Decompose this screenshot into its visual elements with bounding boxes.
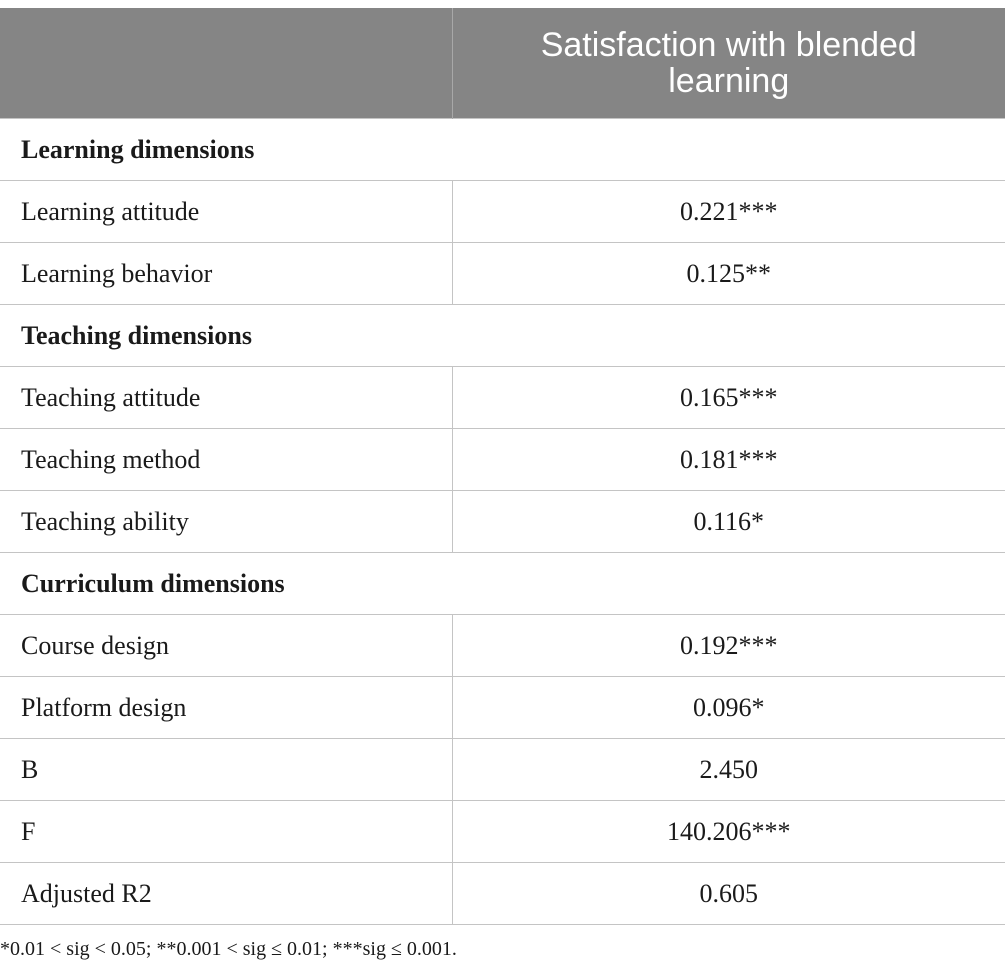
header-row (0, 8, 1005, 119)
row-label: B (0, 739, 452, 801)
row-label: Teaching method (0, 429, 452, 491)
row-value: 0.116* (452, 491, 1005, 553)
table-row (0, 367, 1005, 429)
header-cell-satisfaction (452, 8, 1005, 119)
row-label: Learning attitude (0, 181, 452, 243)
row-value: 0.165*** (452, 367, 1005, 429)
section-label: Learning dimensions (0, 119, 1005, 181)
row-label: Platform design (0, 677, 452, 739)
table-body (0, 119, 1005, 925)
table-row (0, 429, 1005, 491)
row-value: 0.096* (452, 677, 1005, 739)
header-satisfaction-label: Satisfaction with blended learning (540, 26, 917, 100)
row-label: Learning behavior (0, 243, 452, 305)
table-row (0, 491, 1005, 553)
row-value: 0.221*** (452, 181, 1005, 243)
row-value: 0.181*** (452, 429, 1005, 491)
section-label: Curriculum dimensions (0, 553, 1005, 615)
table-row (0, 801, 1005, 863)
regression-table (0, 8, 1005, 925)
row-label: Course design (0, 615, 452, 677)
table-header (0, 8, 1005, 119)
row-label: Adjusted R2 (0, 863, 452, 925)
table-row (0, 677, 1005, 739)
table-row (0, 243, 1005, 305)
row-value: 140.206*** (452, 801, 1005, 863)
table-row (0, 863, 1005, 925)
table-row (0, 181, 1005, 243)
row-label: Teaching ability (0, 491, 452, 553)
row-value: 2.450 (452, 739, 1005, 801)
significance-footnote: *0.01 < sig < 0.05; **0.001 < sig ≤ 0.01; ***sig ≤ 0.001. (0, 938, 457, 960)
header-cell-variable (0, 8, 452, 119)
table-row (0, 615, 1005, 677)
section-row-teaching (0, 305, 1005, 367)
row-value: 0.605 (452, 863, 1005, 925)
section-row-learning (0, 119, 1005, 181)
regression-table-container (0, 8, 1005, 925)
table-row (0, 739, 1005, 801)
row-value: 0.125** (452, 243, 1005, 305)
row-label: Teaching attitude (0, 367, 452, 429)
row-value: 0.192*** (452, 615, 1005, 677)
row-label: F (0, 801, 452, 863)
section-row-curriculum (0, 553, 1005, 615)
section-label: Teaching dimensions (0, 305, 1005, 367)
